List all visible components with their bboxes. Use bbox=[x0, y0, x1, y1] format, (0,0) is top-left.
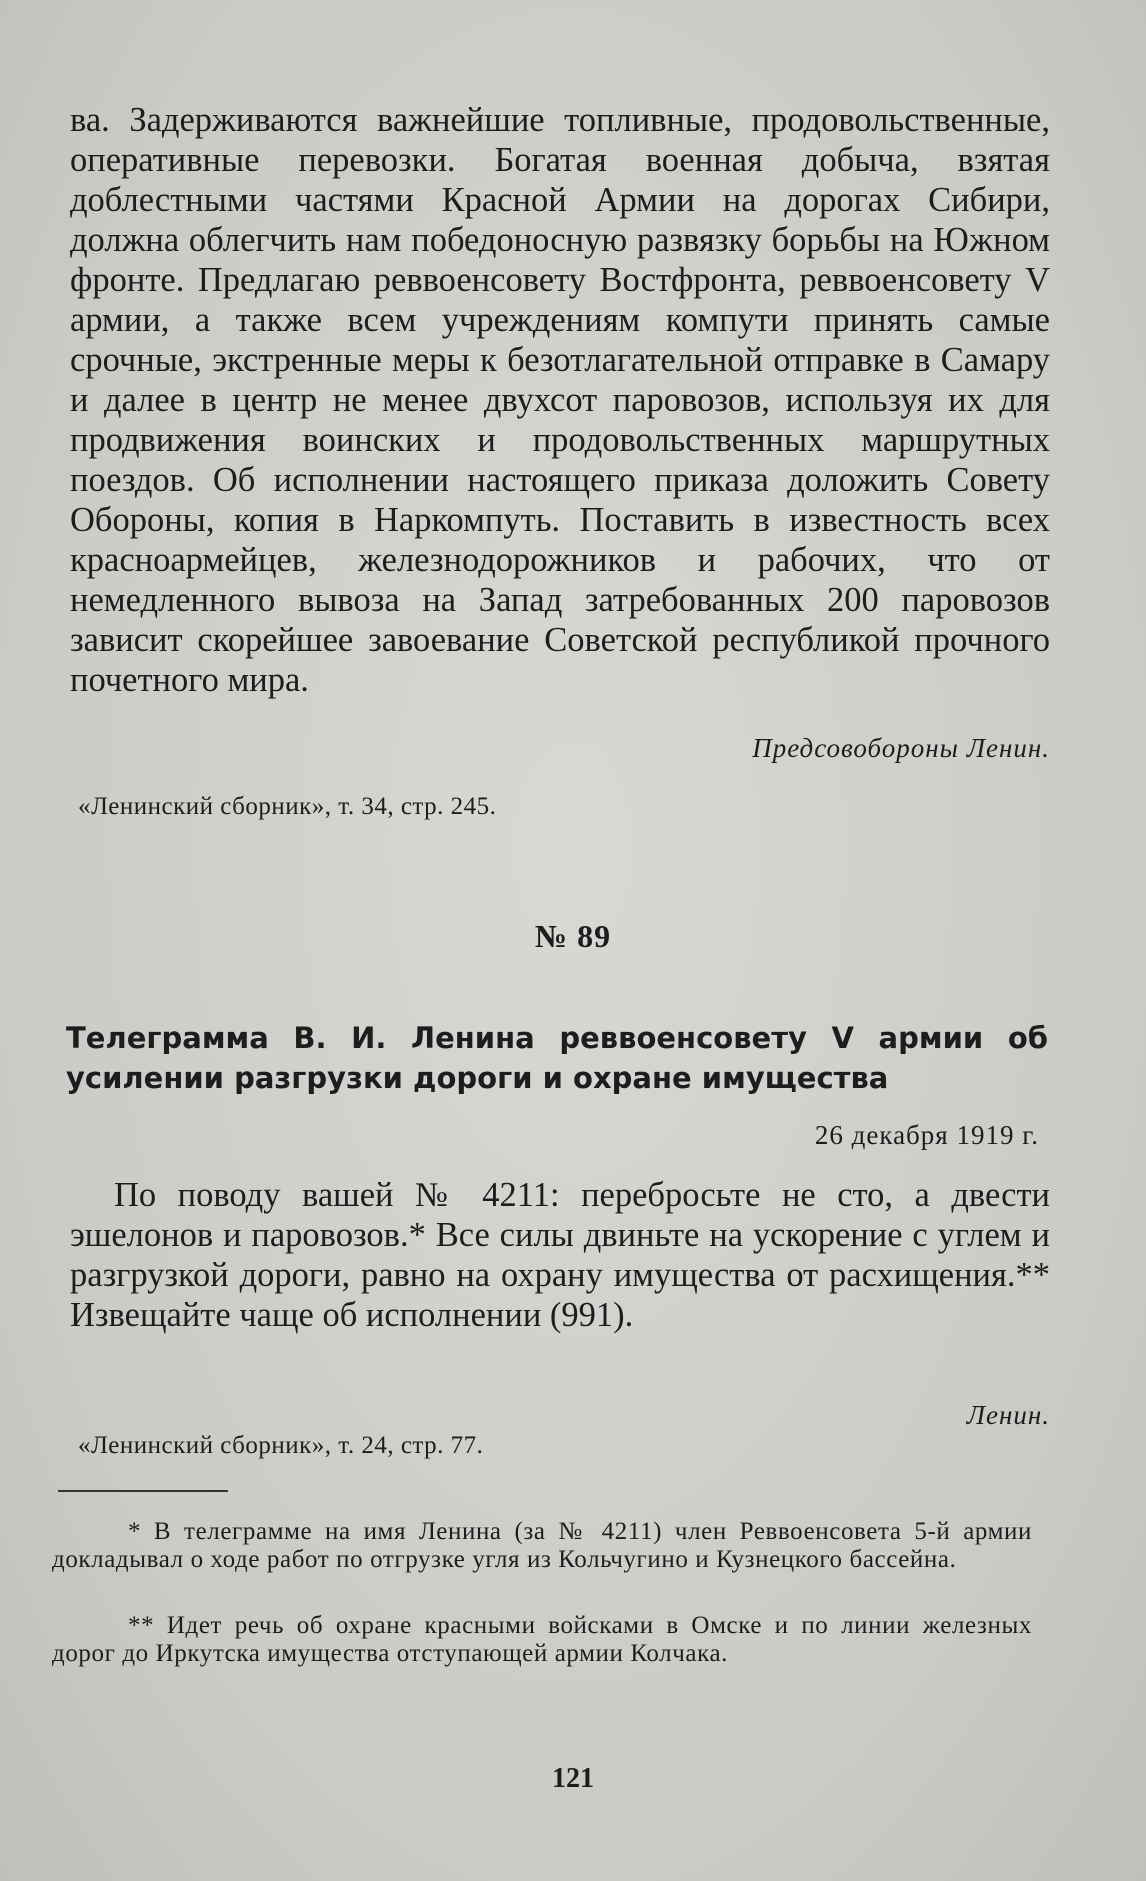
page-number: 121 bbox=[552, 1763, 594, 1794]
document-date: 26 декабря 1919 г. bbox=[814, 1120, 1039, 1150]
continuation-paragraph: ва. Задерживаются важнейшие топливные, продовольственные, оперативные перевозки. Богатая военная добыча, взятая доблестными частями Красной Армии на дорогах Сибири, должна облегчить нам победоносную развязку борьбы на Южном фронте. Предлагаю реввоенсовету Востфронта, реввоенсовету V армии, а также всем учреждениям компути принять самые срочные, экстренные меры к безотлагательной отправке в Самару и далее в центр не менее двухсот паровозов, используя их для продвижения воинских и продовольственных маршрутных поездов. Об исполнении настоящего приказа доложить Совету Обороны, копия в Наркомпуть. Поставить в известность всех красноармейцев, железнодорожников и рабочих, что от немедленного вывоза на Запад затребованных 200 паровозов зависит скорейшее завоевание Советской республикой прочного почетного мира. bbox=[70, 101, 1050, 699]
signature-2: Ленин. bbox=[966, 1400, 1050, 1430]
telegram-body: По поводу вашей № 4211: перебросьте не сто, а двести эшелонов и паровозов.* Все силы двиньте на ускорение с углем и разгрузкой дороги, равно на охрану имущества от расхищения.** Извещайте чаще об исполнении (991). bbox=[70, 1176, 1050, 1334]
footnote-divider bbox=[58, 1490, 228, 1492]
footnote-2: ** Идет речь об охране красными войсками в Омске и по линии железных дорог до Иркутска имущества отступающей армии Колчака. bbox=[52, 1612, 1032, 1667]
source-citation-2: «Ленинский сборник», т. 24, стр. 77. bbox=[78, 1432, 484, 1459]
document-number: № 89 bbox=[534, 918, 612, 954]
signature-1: Предсовобороны Ленин. bbox=[752, 733, 1050, 763]
document-title: Телеграмма В. И. Ленина реввоенсовету V армии об усилении разгрузки дороги и охране имущества bbox=[66, 1021, 1048, 1095]
footnote-1: * В телеграмме на имя Ленина (за № 4211) член Реввоенсовета 5-й армии докладывал о ходе работ по отгрузке угля из Кольчугино и Кузнецкого бассейна. bbox=[52, 1518, 1032, 1573]
source-citation-1: «Ленинский сборник», т. 34, стр. 245. bbox=[78, 793, 497, 820]
